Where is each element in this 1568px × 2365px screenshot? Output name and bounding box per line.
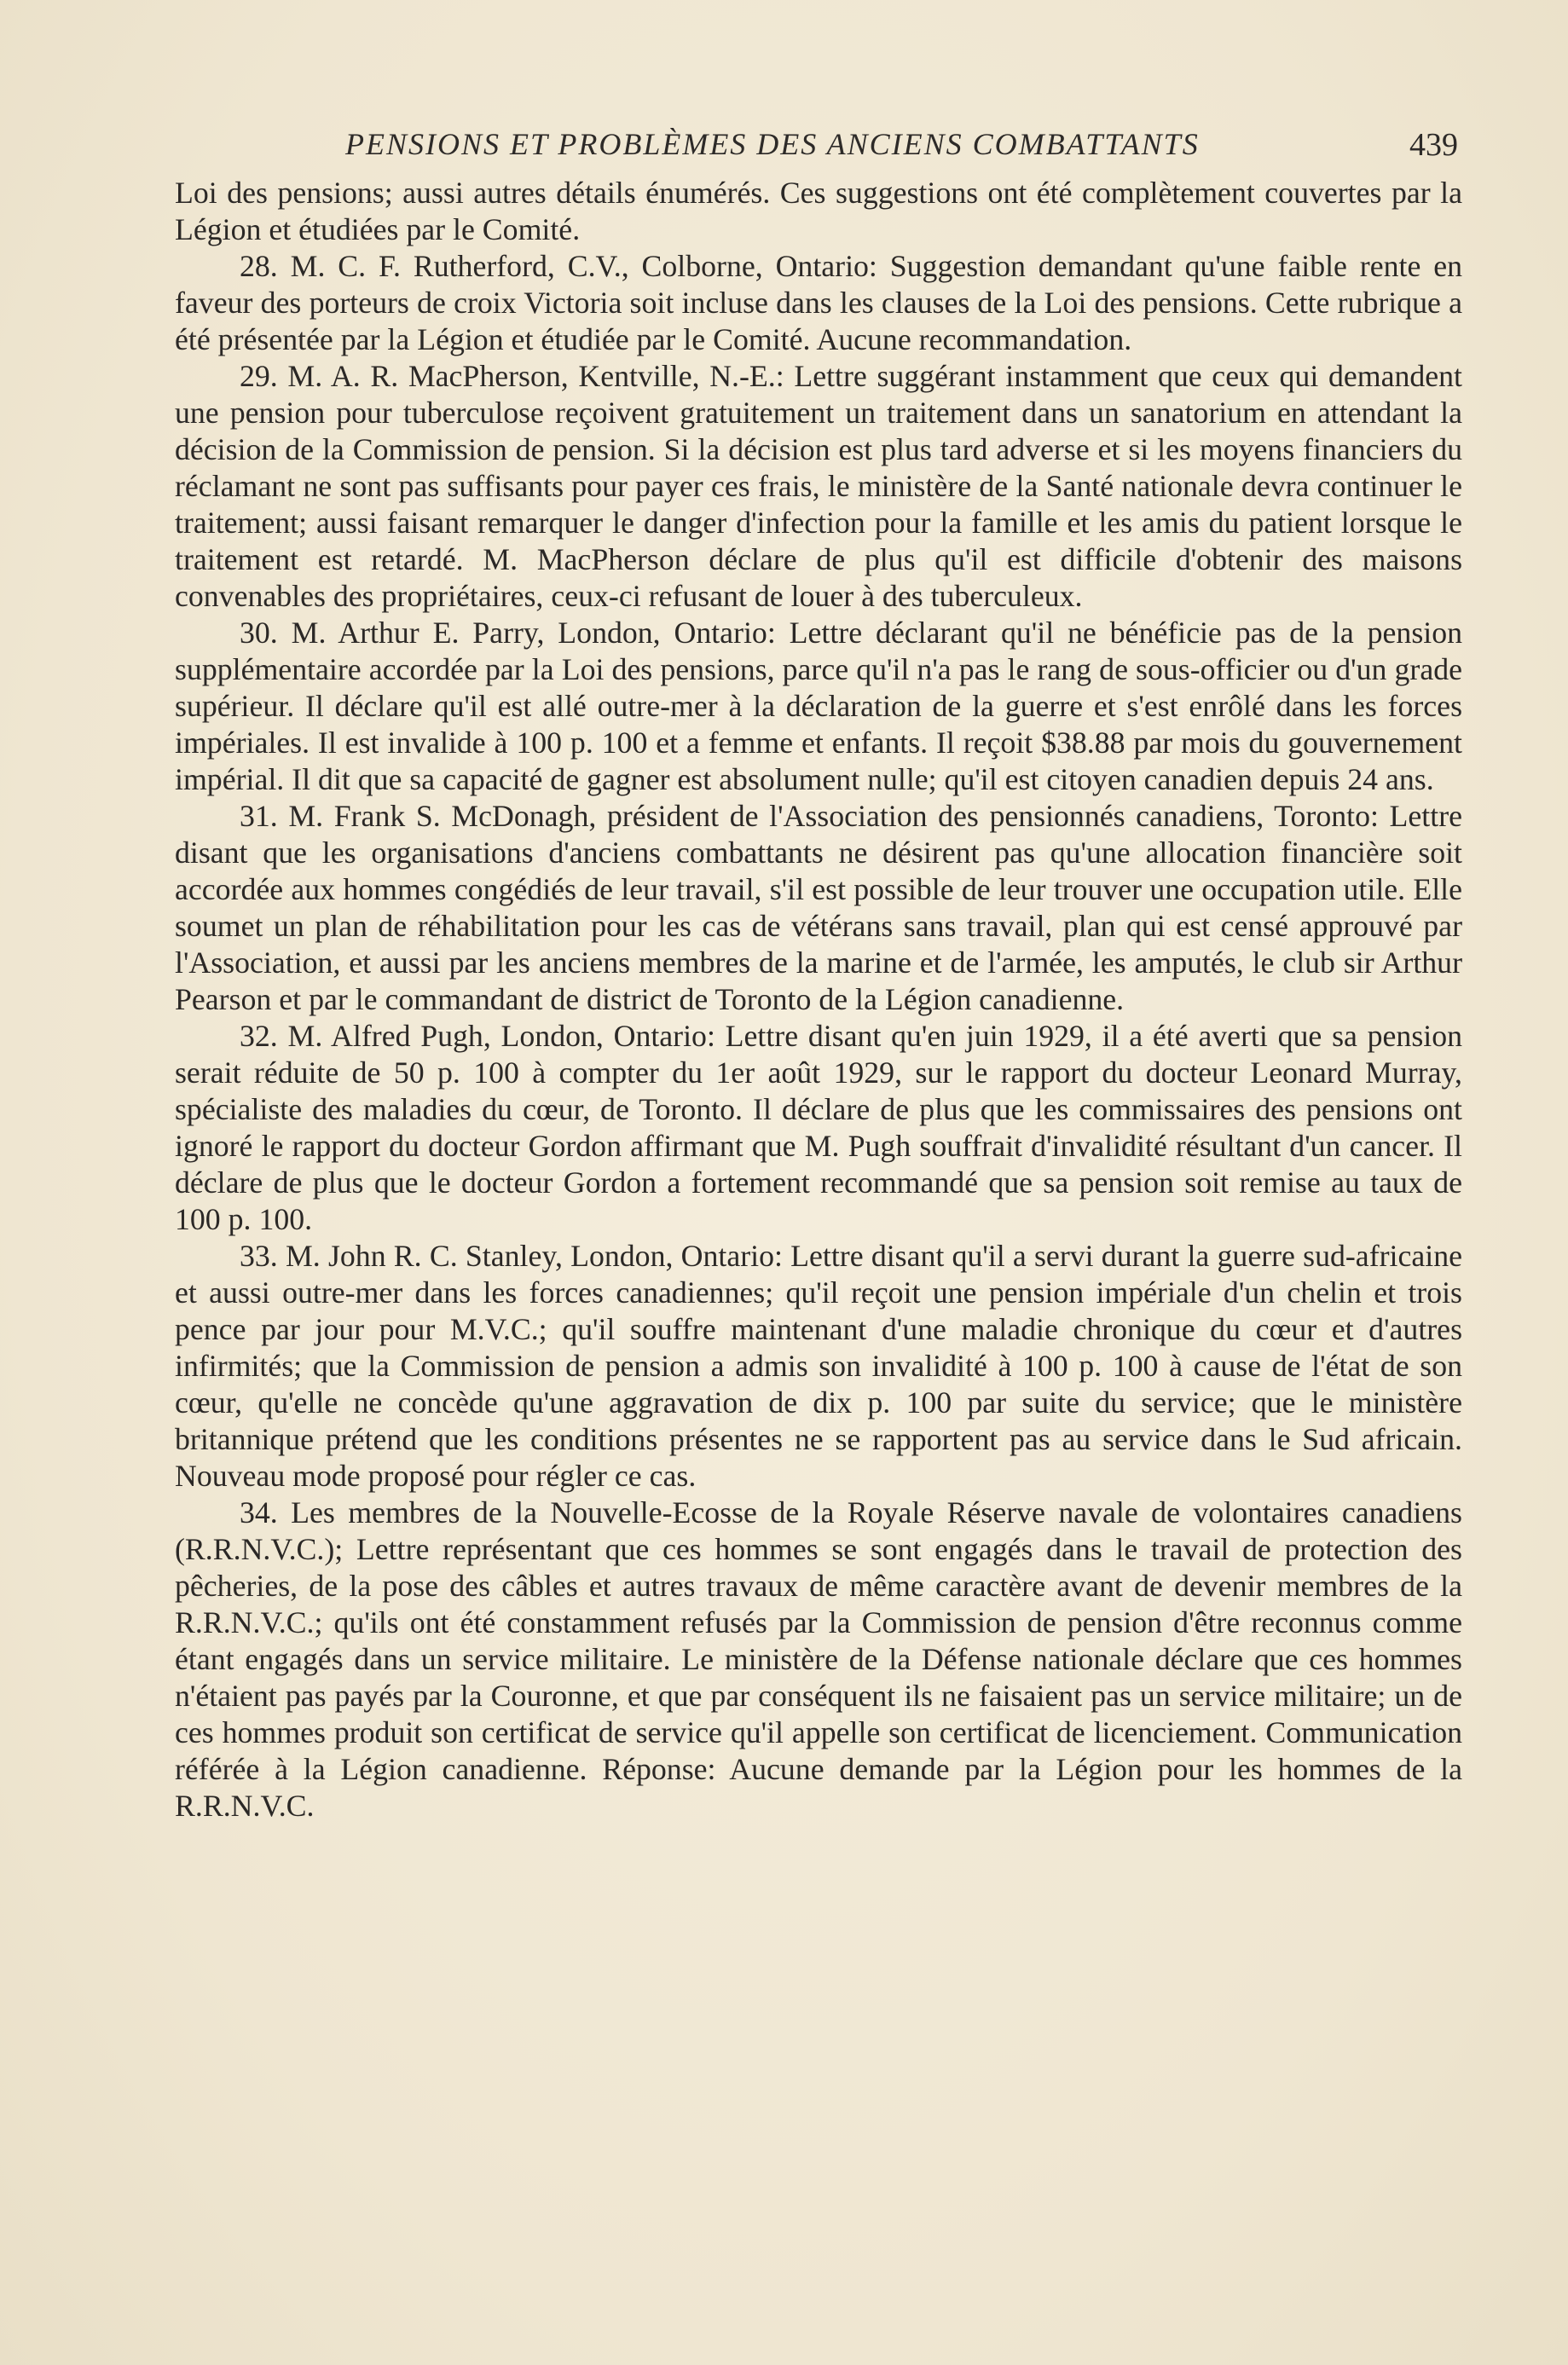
paragraph-item-29: 29. M. A. R. MacPherson, Kentville, N.-E.: Lettre suggérant instamment que ceux qui demandent une pension pour tuberculose reçoivent gratuitement un traitement dans un sanatorium en attendant la décision de la Commission de pension. Si la décision est plus tard adverse et si les moyens financiers du réclamant ne sont pas suffisants pour payer ces frais, le ministère de la Santé nationale devra continuer le traitement; aussi faisant remarquer le danger d'infection pour la famille et les amis du patient lorsque le traitement est retardé. M. MacPherson déclare de plus qu'il est difficile d'obtenir des maisons convenables des propriétaires, ceux-ci refusant de louer à des tuberculeux. [175, 359, 1462, 613]
paragraph-item-28: 28. M. C. F. Rutherford, C.V., Colborne, Ontario: Suggestion demandant qu'une faible rente en faveur des porteurs de croix Victoria soit incluse dans les clauses de la Loi des pensions. Cette rubrique a été présentée par la Légion et étudiée par le Comité. Aucune recommandation. [175, 249, 1462, 356]
paragraph-item-33: 33. M. John R. C. Stanley, London, Ontario: Lettre disant qu'il a servi durant la guerre sud-africaine et aussi outre-mer dans les forces canadiennes; qu'il reçoit une pension impériale d'un chelin et trois pence par jour pour M.V.C.; qu'il souffre maintenant d'une maladie chronique du cœur et d'autres infirmités; que la Commission de pension a admis son invalidité à 100 p. 100 à cause de l'état de son cœur, qu'elle ne concède qu'une aggravation de dix p. 100 par suite du service; que le ministère britannique prétend que les conditions présentes ne se rapportent pas au service dans le Sud africain. Nouveau mode proposé pour régler ce cas. [175, 1239, 1462, 1493]
paragraph-continuation: Loi des pensions; aussi autres détails énumérés. Ces suggestions ont été complètement couvertes par la Légion et étudiées par le Comité. [175, 176, 1462, 246]
paragraph-item-31: 31. M. Frank S. McDonagh, président de l'Association des pensionnés canadiens, Toronto: Lettre disant que les organisations d'anciens combattants ne désirent pas qu'une allocation financière soit accordée aux hommes congédiés de leur travail, s'il est possible de leur trouver une occupation utile. Elle soumet un plan de réhabilitation pour les cas de vétérans sans travail, plan qui est censé approuvé par l'Association, et aussi par les anciens membres de la marine et de l'armée, les amputés, le club sir Arthur Pearson et par le commandant de district de Toronto de la Légion canadienne. [175, 799, 1462, 1016]
body-text [175, 175, 1462, 1824]
paragraph-item-34: 34. Les membres de la Nouvelle-Ecosse de la Royale Réserve navale de volontaires canadiens (R.R.N.V.C.); Lettre représentant que ces hommes se sont engagés dans le travail de protection des pêcheries, de la pose des câbles et autres travaux de même caractère avant de devenir membres de la R.R.N.V.C.; qu'ils ont été constamment refusés par la Commission de pension d'être reconnus comme étant engagés dans un service militaire. Le ministère de la Défense nationale déclare que ces hommes n'étaient pas payés par la Couronne, et que par conséquent ils ne faisaient pas un service militaire; un de ces hommes produit son certificat de service qu'il appelle son certificat de licenciement. Communication référée à la Légion canadienne. Réponse: Aucune demande par la Légion pour les hommes de la R.R.N.V.C. [175, 1495, 1462, 1823]
running-title: PENSIONS ET PROBLÈMES DES ANCIENS COMBATTANTS [345, 127, 1200, 161]
running-head [171, 126, 1484, 169]
page-number: 439 [1409, 127, 1458, 163]
paragraph-item-30: 30. M. Arthur E. Parry, London, Ontario: Lettre déclarant qu'il ne bénéficie pas de la pension supplémentaire accordée par la Loi des pensions, parce qu'il n'a pas le rang de sous-officier ou d'un grade supérieur. Il déclare qu'il est allé outre-mer à la déclaration de la guerre et s'est enrôlé dans les forces impériales. Il est invalide à 100 p. 100 et a femme et enfants. Il reçoit $38.88 par mois du gouvernement impérial. Il dit que sa capacité de gagner est absolument nulle; qu'il est citoyen canadien depuis 24 ans. [175, 616, 1462, 796]
paragraph-item-32: 32. M. Alfred Pugh, London, Ontario: Lettre disant qu'en juin 1929, il a été averti que sa pension serait réduite de 50 p. 100 à compter du 1er août 1929, sur le rapport du docteur Leonard Murray, spécialiste des maladies du cœur, de Toronto. Il déclare de plus que les commissaires des pensions ont ignoré le rapport du docteur Gordon affirmant que M. Pugh souffrait d'invalidité résultant d'un cancer. Il déclare de plus que le docteur Gordon a fortement recommandé que sa pension soit remise au taux de 100 p. 100. [175, 1019, 1462, 1236]
